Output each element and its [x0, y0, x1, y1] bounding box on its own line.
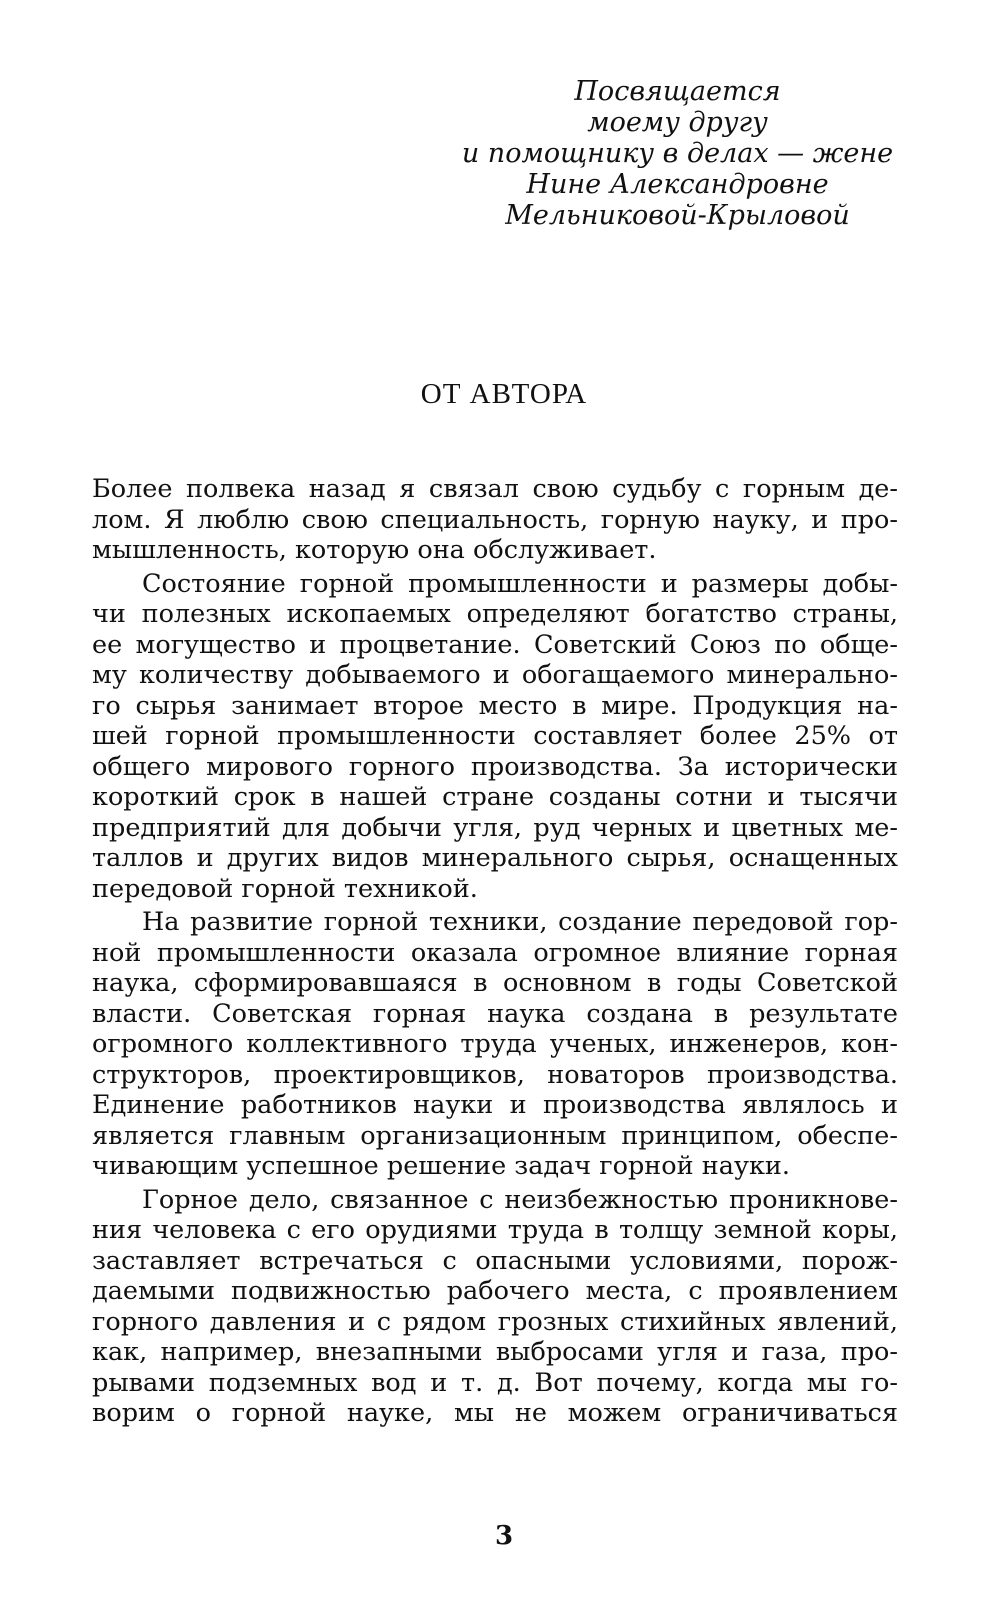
text-line: ния человека с его орудиями труда в толщу земной коры, — [92, 1215, 898, 1245]
text-line: общего мирового горного производства. За исторически — [92, 751, 898, 782]
text-line: Более полвека назад я связал свою судьбу с горным де- — [92, 474, 898, 504]
text-line: му количеству добываемого и обогащаемого минерально- — [92, 660, 898, 690]
paragraph — [92, 569, 898, 905]
body-text — [92, 474, 898, 1429]
text-line: предприятий для добычи угля, руд черных и цветных ме- — [92, 812, 898, 843]
dedication-line: Посвящается — [574, 76, 781, 107]
text-line: таллов и других видов минерального сырья, оснащенных — [92, 843, 898, 873]
text-line: ее могущество и процветание. Советский Союз по обще- — [92, 629, 898, 660]
dedication-line: и помощнику в делах — жене — [461, 138, 894, 169]
text-line: рывами подземных вод и т. д. Вот почему, когда мы го- — [92, 1367, 898, 1398]
text-line: Единение работников науки и производства являлось и — [92, 1090, 898, 1120]
dedication-line: моему другу — [587, 107, 768, 138]
text-line: Состояние горной промышленности и размеры добы- — [142, 568, 898, 599]
text-line: является главным организационным принципом, обеспе- — [92, 1120, 898, 1151]
text-line: чивающим успешное решение задач горной науки. — [92, 1151, 790, 1181]
text-line: короткий срок в нашей стране созданы сотни и тысячи — [92, 782, 898, 812]
text-line: На развитие горной техники, создание передовой гор- — [142, 907, 898, 937]
dedication — [440, 76, 915, 231]
text-line: мышленность, которую она обслуживает. — [92, 535, 657, 565]
text-line: ной промышленности оказала огромное влияние горная — [92, 937, 898, 968]
text-line: передовой горной техникой. — [92, 873, 478, 904]
text-line: лом. Я люблю свою специальность, горную науку, и про- — [92, 504, 898, 535]
text-line: шей горной промышленности составляет более 25% от — [92, 721, 898, 751]
dedication-line: Мельниковой-Крыловой — [505, 200, 850, 231]
paragraph — [92, 1185, 898, 1429]
text-line: ворим о горной науке, мы не можем ограничиваться — [92, 1398, 898, 1428]
paragraph — [92, 907, 898, 1182]
dedication-line: Нине Александровне — [526, 169, 829, 200]
text-line: огромного коллективного труда ученых, инженеров, кон- — [92, 1029, 898, 1059]
paragraph — [92, 474, 898, 566]
section-heading: ОТ АВТОРА — [420, 378, 588, 410]
text-line: чи полезных ископаемых определяют богатство страны, — [92, 599, 898, 629]
text-line: структоров, проектировщиков, новаторов производства. — [92, 1059, 898, 1090]
text-line: наука, сформировавшаяся в основном в годы Советской — [92, 968, 898, 998]
text-line: как, например, внезапными выбросами угля и газа, про- — [92, 1337, 898, 1367]
text-line: заставляет встречаться с опасными условиями, порож- — [92, 1245, 898, 1276]
text-line: власти. Советская горная наука создана в результате — [92, 998, 898, 1029]
text-line: Горное дело, связанное с неизбежностью проникнове- — [142, 1184, 898, 1215]
text-line: даемыми подвижностью рабочего места, с проявлением — [92, 1276, 898, 1306]
text-line: горного давления и с рядом грозных стихийных явлений, — [92, 1306, 898, 1337]
page-number: 3 — [494, 1521, 514, 1551]
text-line: го сырья занимает второе место в мире. Продукция на- — [92, 690, 898, 721]
